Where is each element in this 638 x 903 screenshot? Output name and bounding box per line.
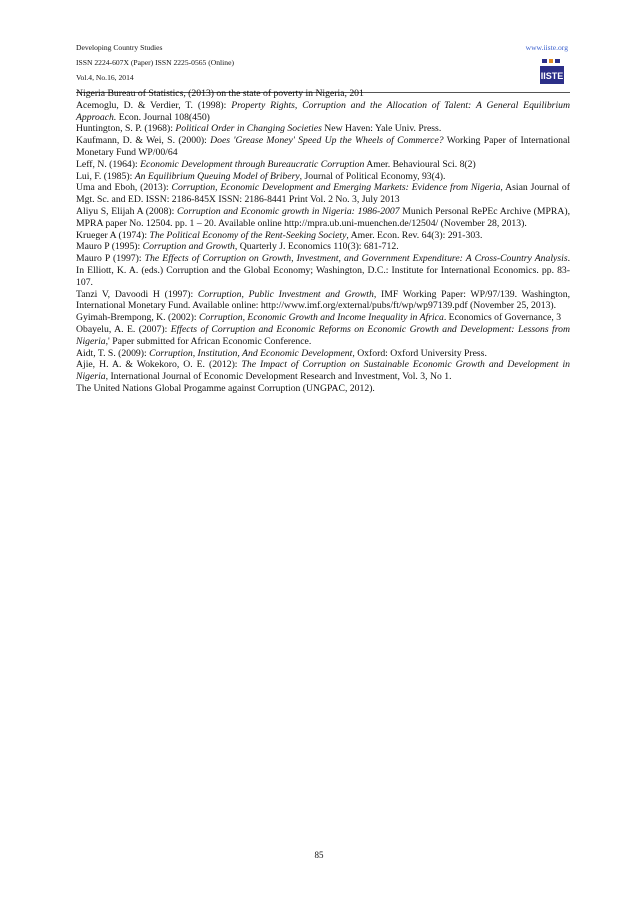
reference-title: Corruption, Economic Growth and Income Inequality in Africa <box>198 312 444 324</box>
reference-title: Corruption and Economic growth in Nigeria: 1986-2007 <box>177 205 400 217</box>
reference-text: Kaufmann, D. & Wei, S. (2000): <box>76 135 211 147</box>
reference-text: Gyimah-Brempong, K. (2002): <box>76 312 199 324</box>
reference-entry <box>76 383 570 395</box>
reference-text: Acemoglu, D. & Verdier, T. (1998): <box>76 99 232 111</box>
reference-text: Working Paper of International Monetary Fund WP/00/64 <box>76 135 571 158</box>
reference-title: Property Rights, Corruption and the Allocation of Talent: A General Equilibrium Approach. <box>76 99 570 123</box>
reference-entry <box>76 171 570 183</box>
reference-entry <box>76 253 570 288</box>
reference-entry <box>76 159 570 171</box>
reference-text: Aliyu S, Elijah A (2008): <box>76 205 178 217</box>
reference-entry <box>76 241 570 253</box>
reference-text: Tanzi V, Davoodi H (1997): <box>76 288 198 300</box>
reference-text: Leff, N. (1964): <box>76 158 141 170</box>
reference-entry <box>76 206 570 230</box>
reference-text: Obayelu, A. E. (2007): <box>76 323 171 335</box>
reference-entry <box>76 88 570 100</box>
reference-text: Lui, F. (1985): <box>76 170 135 182</box>
reference-text: , Oxford: Oxford University Press. <box>352 347 487 359</box>
reference-text: Nigeria Bureau of Statistics, (2013) on the state of poverty in Nigeria, 201 <box>76 88 364 99</box>
reference-text: , Asian Journal of Mgt. Sc. and ED. ISSN: 2186-845X ISSN: 2186-8441 Print Vol. 2 No. 3, July 2013 <box>76 182 570 206</box>
reference-text: , International Journal of Economic Development Research and Investment, Vol. 3, No 1. <box>105 371 452 383</box>
reference-text: , IMF Working Paper: WP/97/139. Washington, International Monetary Fund. Available online: http://www.imf.org/external/pubs/ft/wp/wp97139.pdf (November 25, 2013). <box>76 288 570 312</box>
reference-text: Huntington, S. P. (1968): <box>76 123 176 135</box>
reference-text: New Haven: Yale Univ. Press. <box>321 123 442 135</box>
reference-entry <box>76 182 570 206</box>
reference-text: Econ. Journal 108(450) <box>116 111 210 123</box>
reference-text: Krueger A (1974): <box>76 229 150 241</box>
reference-entry <box>76 359 570 383</box>
journal-name: Developing Country Studies <box>76 43 163 52</box>
reference-text: Ajie, H. A. & Wokekoro, O. E. (2012): <box>76 359 242 371</box>
logo-lettering: IISTE <box>540 71 564 81</box>
reference-entry <box>76 123 570 135</box>
iiste-logo <box>538 57 566 87</box>
reference-text: Aidt, T. S. (2009): <box>76 347 150 359</box>
reference-title: Political Order in Changing Societies <box>175 123 322 135</box>
reference-text: ' Paper submitted for African Economic Conference. <box>108 335 312 347</box>
reference-text: . In Elliott, K. A. (eds.) Corruption and the Global Economy; Washington, D.C.: Institute for International Economics. pp. 83-107. <box>76 253 571 288</box>
reference-text: Mauro P (1995): <box>76 241 143 253</box>
reference-title: Effects of Corruption and Economic Reforms on Economic Growth and Development: Lessons from Nigeria, <box>76 323 570 347</box>
reference-title: Corruption and Growth <box>142 241 235 253</box>
issn-line: ISSN 2224-607X (Paper) ISSN 2225-0565 (Online) <box>76 58 234 67</box>
page-number: 85 <box>314 850 324 860</box>
reference-text: , Amer. Econ. Rev. 64(3): 291-303. <box>346 229 483 241</box>
reference-entry <box>76 100 570 124</box>
reference-text: The United Nations Global Progamme against Corruption (UNGPAC, 2012). <box>76 382 375 394</box>
journal-website-link[interactable]: www.iiste.org <box>525 43 568 52</box>
reference-title: The Effects of Corruption on Growth, Investment, and Government Expenditure: A Cross-Country Analysis <box>144 253 568 265</box>
reference-text: , Quarterly J. Economics 110(3): 681-712. <box>234 241 399 253</box>
reference-entry <box>76 135 570 159</box>
reference-title: Does 'Grease Money' Speed Up the Wheels of Commerce? <box>210 135 444 147</box>
reference-entry <box>76 312 570 324</box>
reference-text: Uma and Eboh, (2013): <box>76 182 172 194</box>
reference-title: The Political Economy of the Rent-Seeking Society <box>149 229 347 241</box>
volume-line: Vol.4, No.16, 2014 <box>76 73 134 82</box>
reference-title: Corruption, Economic Development and Emerging Markets: Evidence from Nigeria <box>171 182 501 194</box>
reference-text: . Economics of Governance, 3 <box>443 312 562 324</box>
page-header <box>76 40 570 92</box>
reference-text: , Journal of Political Economy, 93(4). <box>299 170 446 182</box>
reference-list <box>76 88 570 395</box>
reference-title: Corruption, Institution, And Economic Development <box>149 347 353 359</box>
reference-title: The Impact of Corruption on Sustainable Economic Growth and Development in Nigeria <box>76 359 570 383</box>
reference-title: Corruption, Public Investment and Growth <box>197 288 374 300</box>
reference-entry <box>76 289 570 313</box>
reference-entry <box>76 324 570 348</box>
reference-title: An Equilibrium Queuing Model of Bribery <box>134 170 300 182</box>
reference-entry <box>76 348 570 360</box>
reference-text: Mauro P (1997): <box>76 253 145 265</box>
reference-text: Amer. Behavioural Sci. 8(2) <box>364 158 476 170</box>
reference-title: Economic Development through Bureaucratic Corruption <box>140 158 365 170</box>
reference-entry <box>76 230 570 242</box>
reference-text: Munich Personal RePEc Archive (MPRA), MPRA paper No. 12504. pp. 1 – 20. Available online http://mpra.ub.uni-muenchen.de/12504/ (November 28, 2013). <box>76 205 570 229</box>
